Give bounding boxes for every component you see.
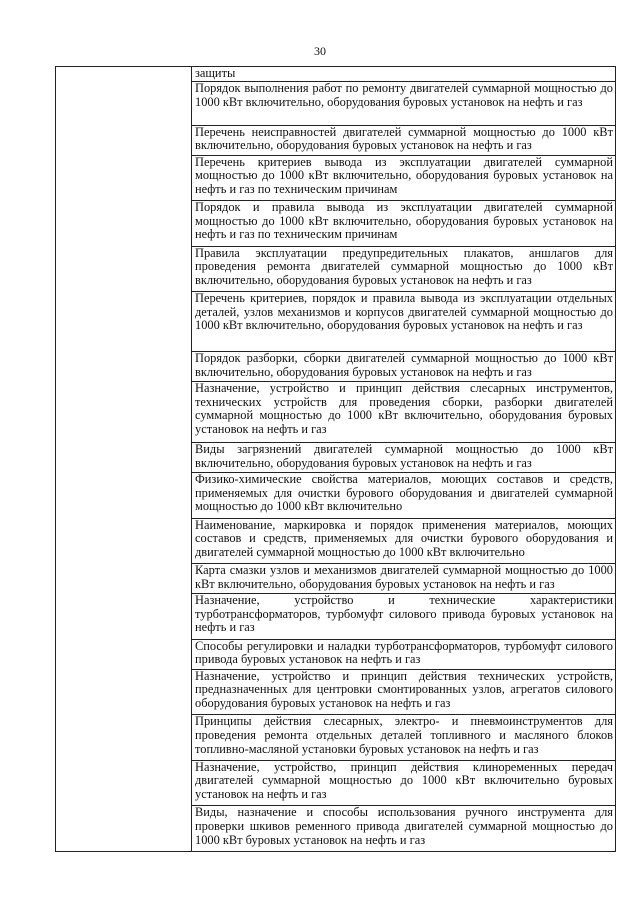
row-text: Виды загрязнений двигателей суммарной мощностью до 1000 кВт включительно, оборудования буровых установок на нефть и газ bbox=[192, 443, 616, 473]
requirements-table bbox=[55, 66, 616, 852]
row-text: Перечень критериев, порядок и правила вывода из эксплуатации отдельных деталей, узлов механизмов и корпусов двигателей суммарной мощностью до 1000 кВт включительно, оборудования буровых установок на нефть и газ bbox=[192, 292, 616, 352]
row-text: Назначение, устройство и принцип действия слесарных инструментов, технических устройств для проведения сборки, разборки двигателей суммарной мощностью до 1000 кВт включительно, оборудования буровых установок на нефть и газ bbox=[192, 382, 616, 443]
table-row bbox=[56, 67, 616, 82]
row-text: Физико-химические свойства материалов, моющих составов и средств, применяемых для очистки бурового оборудования и двигателей суммарной мощностью до 1000 кВт включительно bbox=[192, 473, 616, 519]
row-text: Назначение, устройство и принцип действия технических устройств, предназначенных для центровки смонтированных узлов, агрегатов силового оборудования буровых установок на нефть и газ bbox=[192, 669, 616, 715]
row-text: Карта смазки узлов и механизмов двигателей суммарной мощностью до 1000 кВт включительно, оборудования буровых установок на нефть и газ bbox=[192, 564, 616, 594]
row-text: Назначение, устройство и технические характеристики турботрансформаторов, турбомуфт силового привода буровых установок на нефть и газ bbox=[192, 594, 616, 640]
row-text: Способы регулировки и наладки турботрансформаторов, турбомуфт силового привода буровых установок на нефть и газ bbox=[192, 639, 616, 669]
row-text: Наименование, маркировка и порядок применения материалов, моющих составов и средств, применяемых для очистки бурового оборудования и двигателей суммарной мощностью до 1000 кВт включительно bbox=[192, 518, 616, 564]
row-text: защиты bbox=[192, 67, 616, 82]
row-text: Порядок выполнения работ по ремонту двигателей суммарной мощностью до 1000 кВт включительно, оборудования буровых установок на нефть и газ bbox=[192, 82, 616, 125]
row-text: Правила эксплуатации предупредительных плакатов, аншлагов для проведения ремонта двигателей суммарной мощностью до 1000 кВт включительно, оборудования буровых установок на нефть и газ bbox=[192, 246, 616, 292]
row-text: Назначение, устройство, принцип действия клиноременных передач двигателей суммарной мощностью до 1000 кВт включительно буровых установок на нефть и газ bbox=[192, 760, 616, 806]
page-number: 30 bbox=[314, 44, 326, 58]
row-text: Порядок разборки, сборки двигателей суммарной мощностью до 1000 кВт включительно, оборудования буровых установок на нефть и газ bbox=[192, 352, 616, 382]
row-text: Перечень неисправностей двигателей суммарной мощностью до 1000 кВт включительно, оборудования буровых установок на нефть и газ bbox=[192, 125, 616, 155]
row-text: Порядок и правила вывода из эксплуатации двигателей суммарной мощностью до 1000 кВт включительно, оборудования буровых установок на нефть и газ по техническим причинам bbox=[192, 201, 616, 247]
row-text: Принципы действия слесарных, электро- и пневмоинструментов для проведения ремонта отдельных деталей топливного и масляного блоков топливно-масляной установки буровых установок на нефть и газ bbox=[192, 715, 616, 761]
row-text: Перечень критериев вывода из эксплуатации двигателей суммарной мощностью до 1000 кВт включительно, оборудования буровых установок на нефть и газ по техническим причинам bbox=[192, 155, 616, 201]
left-column-cell bbox=[56, 67, 192, 852]
row-text: Виды, назначение и способы использования ручного инструмента для проверки шкивов ременного привода двигателей суммарной мощностью до 1000 кВт буровых установок на нефть и газ bbox=[192, 806, 616, 852]
